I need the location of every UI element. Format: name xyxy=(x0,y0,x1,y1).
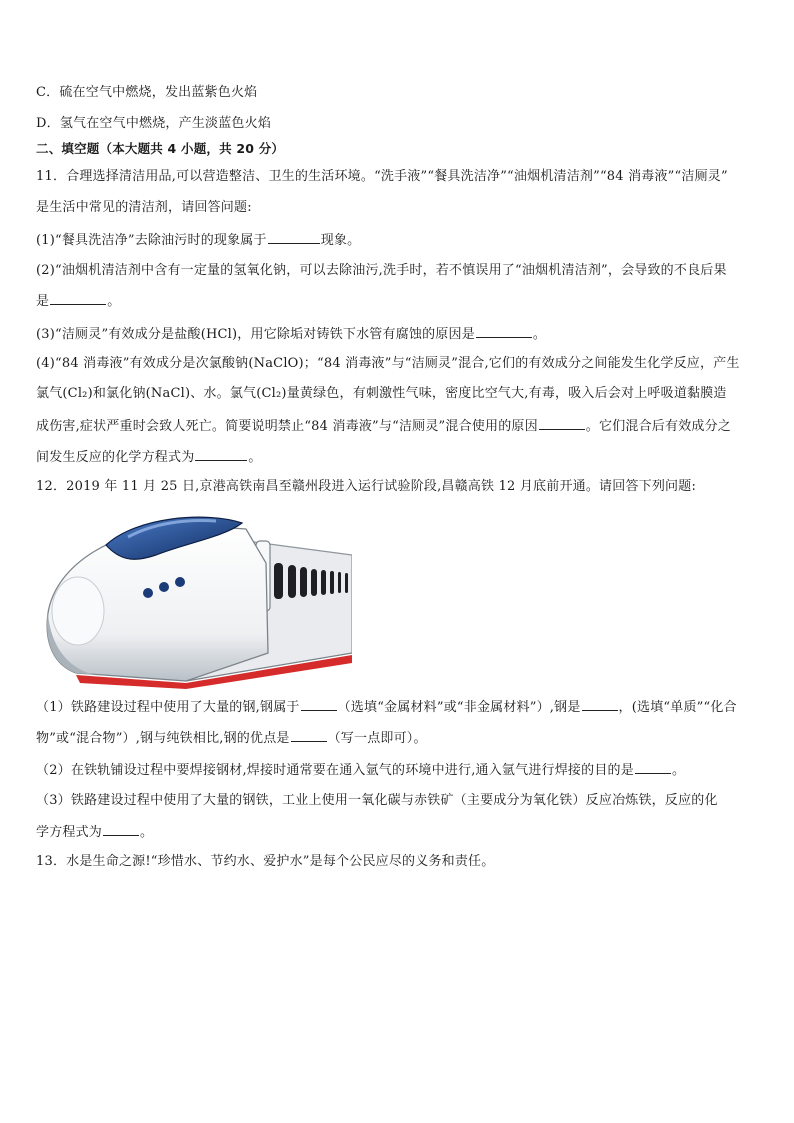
q11-part4-line1: (4)“84 消毒液”有效成分是次氯酸钠(NaClO)；“84 消毒液”与“洁厕灵”混合,它们的有效成分之间能发生化学反应，产生 xyxy=(36,356,740,371)
q12-part1-text-e: （写一点即可）。 xyxy=(327,731,427,746)
q11-part3-tail: 。 xyxy=(532,327,547,342)
q11-intro-line1: 11．合理选择清洁用品,可以营造整洁、卫生的生活环境。“洗手液”“餐具洗洁净”“油烟机清洁剂”“84 消毒液”“洁厕灵” xyxy=(36,169,728,184)
q12-intro: 12．2019 年 11 月 25 日,京港高铁南昌至赣州段进入运行试验阶段,昌赣高铁 12 月底前开通。请回答下列问题: xyxy=(36,479,697,494)
train-illustration xyxy=(36,503,352,689)
q11-part4-equation-text: 间发生反应的化学方程式为 xyxy=(36,450,195,465)
answer-blank[interactable] xyxy=(103,822,139,836)
answer-blank[interactable] xyxy=(301,697,337,711)
q12-part2-tail: 。 xyxy=(671,763,686,778)
answer-blank[interactable] xyxy=(476,324,532,338)
q11-part4-continue: 。它们混合后有效成分之 xyxy=(585,419,731,434)
q12-part1-line2 xyxy=(36,728,427,748)
q11-part4-line2: 氯气(Cl₂)和氯化钠(NaCl)、水。氯气(Cl₂)量黄绿色，有刺激性气味，密度比空气大,有毒，吸入后会对上呼吸道黏膜造 xyxy=(36,386,727,401)
answer-blank[interactable] xyxy=(635,760,671,774)
q11-intro-line2: 是生活中常见的清洁剂，请回答问题: xyxy=(36,200,252,215)
answer-blank[interactable] xyxy=(195,447,247,461)
q12-part1-text-c: ，(选填“单质”“化合 xyxy=(618,700,737,715)
q11-part4-tail: 。 xyxy=(248,450,262,465)
q11-part2-text: 是 xyxy=(36,294,50,309)
q11-part2-tail: 。 xyxy=(107,294,121,309)
q12-part3-line1: （3）铁路建设过程中使用了大量的钢铁，工业上使用一氧化碳与赤铁矿（主要成分为氧化铁）反应冶炼铁，反应的化 xyxy=(36,793,718,808)
answer-blank[interactable] xyxy=(50,291,106,305)
answer-blank[interactable] xyxy=(291,728,327,742)
answer-blank[interactable] xyxy=(582,697,618,711)
q11-part4-line4 xyxy=(36,447,262,467)
answer-blank[interactable] xyxy=(268,230,320,244)
q11-part1-tail: 现象。 xyxy=(320,233,361,248)
q12-part3-tail: 。 xyxy=(140,825,154,840)
option-c: C．硫在空气中燃烧，发出蓝紫色火焰 xyxy=(36,85,258,100)
option-d: D．氢气在空气中燃烧，产生淡蓝色火焰 xyxy=(36,116,272,131)
q11-part2-line1: (2)“油烟机清洁剂中含有一定量的氢氧化钠，可以去除油污,洗手时，若不慎误用了“油烟机清洁剂”，会导致的不良后果 xyxy=(36,263,727,278)
q12-part2-text: （2）在铁轨铺设过程中要焊接钢材,焊接时通常要在通入氩气的环境中进行,通入氩气进行焊接的目的是 xyxy=(36,763,634,778)
q12-part1-text-b: （选填“金属材料”或“非金属材料”）,钢是 xyxy=(337,700,581,715)
high-speed-train-icon xyxy=(36,503,352,689)
q12-part1-line1 xyxy=(36,697,737,717)
answer-blank[interactable] xyxy=(539,416,585,430)
q11-part3 xyxy=(36,324,546,344)
q11-part1-text: (1)“餐具洗洁净”去除油污时的现象属于 xyxy=(36,233,267,248)
q11-part3-text: (3)“洁厕灵”有效成分是盐酸(HCl)，用它除垢对铸铁下水管有腐蚀的原因是 xyxy=(36,327,475,342)
q11-part4-line3 xyxy=(36,416,731,436)
q11-part2-line2 xyxy=(36,291,120,311)
q12-part3-line2 xyxy=(36,822,153,842)
q12-part1-text-a: （1）铁路建设过程中使用了大量的钢,钢属于 xyxy=(36,700,300,715)
section-title: 二、填空题（本大题共 4 小题，共 20 分） xyxy=(36,141,285,156)
q13-intro: 13．水是生命之源!“珍惜水、节约水、爱护水”是每个公民应尽的义务和责任。 xyxy=(36,854,495,869)
q11-part4-text: 成伤害,症状严重时会致人死亡。简要说明禁止“84 消毒液”与“洁厕灵”混合使用的原因 xyxy=(36,419,538,434)
q12-part3-text: 学方程式为 xyxy=(36,825,103,840)
q12-part2 xyxy=(36,760,685,780)
q11-part1 xyxy=(36,230,360,250)
q12-part1-text-d: 物”或“混合物”）,钢与纯铁相比,钢的优点是 xyxy=(36,731,290,746)
